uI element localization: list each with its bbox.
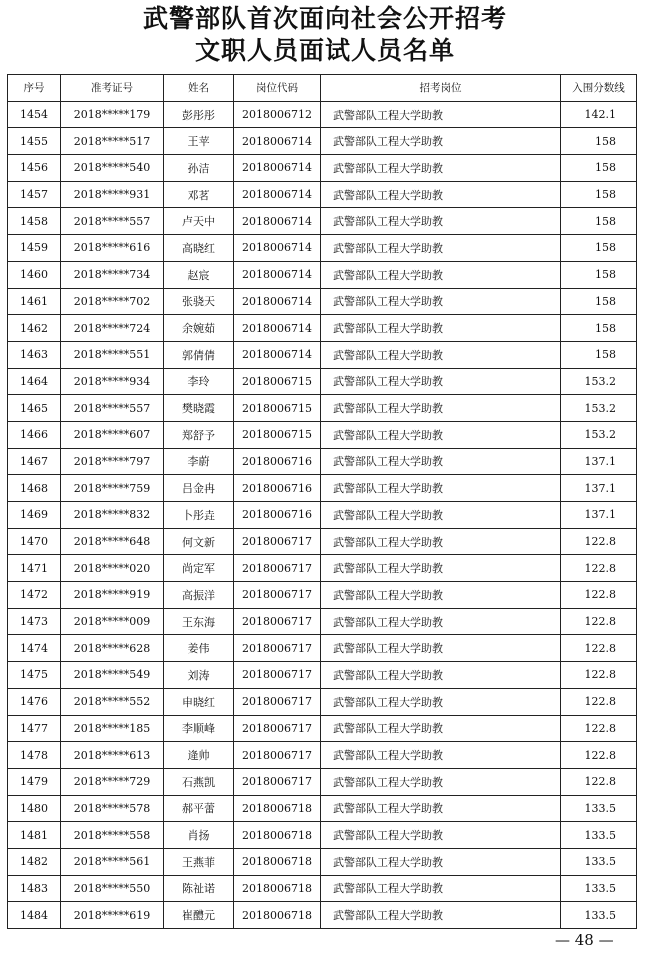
post-code-cell: 2018006718 (234, 822, 321, 849)
table-row (8, 875, 637, 902)
name-cell: 王东海 (164, 608, 234, 635)
table-body (8, 101, 637, 928)
ticket-number-cell: 2018*****702 (61, 288, 164, 315)
post-cell: 武警部队工程大学助教 (321, 848, 561, 875)
post-code-cell: 2018006716 (234, 502, 321, 529)
name-cell: 石燕凯 (164, 768, 234, 795)
table-row (8, 235, 637, 262)
serial-cell: 1471 (8, 555, 61, 582)
post-code-cell: 2018006717 (234, 742, 321, 769)
post-code-cell: 2018006717 (234, 715, 321, 742)
name-cell: 崔醴元 (164, 902, 234, 929)
header-post: 招考岗位 (321, 75, 561, 102)
post-cell: 武警部队工程大学助教 (321, 128, 561, 155)
name-cell: 逄帅 (164, 742, 234, 769)
table-row (8, 421, 637, 448)
ticket-number-cell: 2018*****628 (61, 635, 164, 662)
ticket-number-cell: 2018*****517 (61, 128, 164, 155)
post-cell: 武警部队工程大学助教 (321, 288, 561, 315)
ticket-number-cell: 2018*****551 (61, 341, 164, 368)
post-cell: 武警部队工程大学助教 (321, 475, 561, 502)
post-cell: 武警部队工程大学助教 (321, 502, 561, 529)
ticket-number-cell: 2018*****020 (61, 555, 164, 582)
post-code-cell: 2018006718 (234, 875, 321, 902)
name-cell: 姜伟 (164, 635, 234, 662)
table-row (8, 128, 637, 155)
post-code-cell: 2018006714 (234, 288, 321, 315)
table-row (8, 902, 637, 929)
ticket-number-cell: 2018*****607 (61, 421, 164, 448)
post-cell: 武警部队工程大学助教 (321, 768, 561, 795)
post-cell: 武警部队工程大学助教 (321, 795, 561, 822)
cutoff-score-cell: 133.5 (561, 795, 637, 822)
cutoff-score-cell: 122.8 (561, 608, 637, 635)
name-cell: 樊晓霞 (164, 395, 234, 422)
ticket-number-cell: 2018*****578 (61, 795, 164, 822)
serial-cell: 1467 (8, 448, 61, 475)
post-code-cell: 2018006714 (234, 208, 321, 235)
cutoff-score-cell: 137.1 (561, 475, 637, 502)
name-cell: 郝平蕾 (164, 795, 234, 822)
ticket-number-cell: 2018*****734 (61, 261, 164, 288)
serial-cell: 1478 (8, 742, 61, 769)
serial-cell: 1484 (8, 902, 61, 929)
serial-cell: 1477 (8, 715, 61, 742)
table-row (8, 448, 637, 475)
ticket-number-cell: 2018*****919 (61, 582, 164, 609)
post-code-cell: 2018006717 (234, 555, 321, 582)
serial-cell: 1482 (8, 848, 61, 875)
name-cell: 吕金冉 (164, 475, 234, 502)
post-cell: 武警部队工程大学助教 (321, 181, 561, 208)
serial-cell: 1481 (8, 822, 61, 849)
cutoff-score-cell: 158 (561, 315, 637, 342)
post-code-cell: 2018006714 (234, 128, 321, 155)
name-cell: 高晓红 (164, 235, 234, 262)
document-title-line2: 文职人员面试人员名单 (194, 36, 455, 65)
ticket-number-cell: 2018*****552 (61, 688, 164, 715)
serial-cell: 1465 (8, 395, 61, 422)
header-post-code: 岗位代码 (234, 75, 321, 102)
cutoff-score-cell: 153.2 (561, 421, 637, 448)
post-cell: 武警部队工程大学助教 (321, 341, 561, 368)
cutoff-score-cell: 133.5 (561, 875, 637, 902)
cutoff-score-cell: 122.8 (561, 635, 637, 662)
post-code-cell: 2018006717 (234, 688, 321, 715)
post-code-cell: 2018006717 (234, 582, 321, 609)
serial-cell: 1466 (8, 421, 61, 448)
serial-cell: 1463 (8, 341, 61, 368)
post-cell: 武警部队工程大学助教 (321, 368, 561, 395)
cutoff-score-cell: 137.1 (561, 448, 637, 475)
table-row (8, 822, 637, 849)
cutoff-score-cell: 133.5 (561, 848, 637, 875)
table-row (8, 582, 637, 609)
post-cell: 武警部队工程大学助教 (321, 528, 561, 555)
serial-cell: 1455 (8, 128, 61, 155)
post-code-cell: 2018006715 (234, 421, 321, 448)
post-code-cell: 2018006714 (234, 181, 321, 208)
name-cell: 李玲 (164, 368, 234, 395)
cutoff-score-cell: 122.8 (561, 688, 637, 715)
cutoff-score-cell: 133.5 (561, 902, 637, 929)
serial-cell: 1454 (8, 101, 61, 128)
ticket-number-cell: 2018*****185 (61, 715, 164, 742)
post-cell: 武警部队工程大学助教 (321, 261, 561, 288)
serial-cell: 1480 (8, 795, 61, 822)
post-cell: 武警部队工程大学助教 (321, 395, 561, 422)
name-cell: 王苹 (164, 128, 234, 155)
table-row (8, 688, 637, 715)
name-cell: 陈祉诺 (164, 875, 234, 902)
name-cell: 邓茗 (164, 181, 234, 208)
serial-cell: 1462 (8, 315, 61, 342)
ticket-number-cell: 2018*****759 (61, 475, 164, 502)
post-cell: 武警部队工程大学助教 (321, 875, 561, 902)
table-row (8, 502, 637, 529)
cutoff-score-cell: 122.8 (561, 715, 637, 742)
post-code-cell: 2018006717 (234, 768, 321, 795)
post-code-cell: 2018006718 (234, 902, 321, 929)
table-row (8, 715, 637, 742)
name-cell: 卢天中 (164, 208, 234, 235)
table-row (8, 181, 637, 208)
post-cell: 武警部队工程大学助教 (321, 822, 561, 849)
table-row (8, 395, 637, 422)
cutoff-score-cell: 158 (561, 261, 637, 288)
cutoff-score-cell: 122.8 (561, 768, 637, 795)
table-row (8, 528, 637, 555)
cutoff-score-cell: 158 (561, 155, 637, 182)
post-code-cell: 2018006717 (234, 635, 321, 662)
ticket-number-cell: 2018*****540 (61, 155, 164, 182)
serial-cell: 1457 (8, 181, 61, 208)
serial-cell: 1475 (8, 662, 61, 689)
post-code-cell: 2018006714 (234, 315, 321, 342)
serial-cell: 1459 (8, 235, 61, 262)
table-row (8, 742, 637, 769)
post-code-cell: 2018006714 (234, 261, 321, 288)
cutoff-score-cell: 158 (561, 181, 637, 208)
table-row (8, 608, 637, 635)
ticket-number-cell: 2018*****931 (61, 181, 164, 208)
table-row (8, 662, 637, 689)
post-code-cell: 2018006716 (234, 475, 321, 502)
ticket-number-cell: 2018*****613 (61, 742, 164, 769)
serial-cell: 1470 (8, 528, 61, 555)
table-header-row (8, 75, 637, 102)
header-ticket-number: 准考证号 (61, 75, 164, 102)
post-code-cell: 2018006714 (234, 341, 321, 368)
post-code-cell: 2018006717 (234, 608, 321, 635)
table-row (8, 635, 637, 662)
post-code-cell: 2018006716 (234, 448, 321, 475)
serial-cell: 1469 (8, 502, 61, 529)
name-cell: 彭彤彤 (164, 101, 234, 128)
candidate-table (7, 74, 637, 929)
ticket-number-cell: 2018*****832 (61, 502, 164, 529)
page-number: — 48 — (555, 931, 614, 949)
serial-cell: 1461 (8, 288, 61, 315)
post-cell: 武警部队工程大学助教 (321, 555, 561, 582)
ticket-number-cell: 2018*****934 (61, 368, 164, 395)
ticket-number-cell: 2018*****179 (61, 101, 164, 128)
table-row (8, 288, 637, 315)
table-row (8, 315, 637, 342)
name-cell: 赵宸 (164, 261, 234, 288)
ticket-number-cell: 2018*****724 (61, 315, 164, 342)
post-cell: 武警部队工程大学助教 (321, 608, 561, 635)
document-title-line1: 武警部队首次面向社会公开招考 (142, 4, 507, 33)
post-code-cell: 2018006718 (234, 795, 321, 822)
ticket-number-cell: 2018*****558 (61, 822, 164, 849)
post-cell: 武警部队工程大学助教 (321, 688, 561, 715)
cutoff-score-cell: 122.8 (561, 582, 637, 609)
serial-cell: 1472 (8, 582, 61, 609)
table-row (8, 341, 637, 368)
post-code-cell: 2018006714 (234, 235, 321, 262)
post-code-cell: 2018006717 (234, 662, 321, 689)
cutoff-score-cell: 137.1 (561, 502, 637, 529)
cutoff-score-cell: 158 (561, 128, 637, 155)
table-row (8, 475, 637, 502)
table-row (8, 555, 637, 582)
post-cell: 武警部队工程大学助教 (321, 315, 561, 342)
cutoff-score-cell: 133.5 (561, 822, 637, 849)
header-name: 姓名 (164, 75, 234, 102)
cutoff-score-cell: 122.8 (561, 662, 637, 689)
ticket-number-cell: 2018*****557 (61, 208, 164, 235)
cutoff-score-cell: 158 (561, 235, 637, 262)
name-cell: 卜彤垚 (164, 502, 234, 529)
cutoff-score-cell: 153.2 (561, 368, 637, 395)
serial-cell: 1460 (8, 261, 61, 288)
serial-cell: 1473 (8, 608, 61, 635)
post-code-cell: 2018006715 (234, 395, 321, 422)
serial-cell: 1476 (8, 688, 61, 715)
table-row (8, 208, 637, 235)
name-cell: 王燕菲 (164, 848, 234, 875)
ticket-number-cell: 2018*****648 (61, 528, 164, 555)
cutoff-score-cell: 158 (561, 208, 637, 235)
ticket-number-cell: 2018*****616 (61, 235, 164, 262)
name-cell: 余婉茹 (164, 315, 234, 342)
ticket-number-cell: 2018*****619 (61, 902, 164, 929)
header-cutoff-score: 入围分数线 (561, 75, 637, 102)
ticket-number-cell: 2018*****009 (61, 608, 164, 635)
post-code-cell: 2018006718 (234, 848, 321, 875)
table-row (8, 795, 637, 822)
post-cell: 武警部队工程大学助教 (321, 155, 561, 182)
ticket-number-cell: 2018*****561 (61, 848, 164, 875)
cutoff-score-cell: 122.8 (561, 742, 637, 769)
post-cell: 武警部队工程大学助教 (321, 582, 561, 609)
table-row (8, 155, 637, 182)
post-cell: 武警部队工程大学助教 (321, 235, 561, 262)
name-cell: 李顺峰 (164, 715, 234, 742)
post-cell: 武警部队工程大学助教 (321, 635, 561, 662)
serial-cell: 1474 (8, 635, 61, 662)
serial-cell: 1456 (8, 155, 61, 182)
ticket-number-cell: 2018*****549 (61, 662, 164, 689)
post-cell: 武警部队工程大学助教 (321, 448, 561, 475)
serial-cell: 1458 (8, 208, 61, 235)
cutoff-score-cell: 122.8 (561, 528, 637, 555)
name-cell: 郭倩倩 (164, 341, 234, 368)
post-cell: 武警部队工程大学助教 (321, 101, 561, 128)
cutoff-score-cell: 158 (561, 341, 637, 368)
serial-cell: 1464 (8, 368, 61, 395)
table-row (8, 768, 637, 795)
name-cell: 高振洋 (164, 582, 234, 609)
serial-cell: 1468 (8, 475, 61, 502)
cutoff-score-cell: 142.1 (561, 101, 637, 128)
post-cell: 武警部队工程大学助教 (321, 208, 561, 235)
name-cell: 肖扬 (164, 822, 234, 849)
table-row (8, 368, 637, 395)
name-cell: 孙洁 (164, 155, 234, 182)
name-cell: 张骁天 (164, 288, 234, 315)
ticket-number-cell: 2018*****729 (61, 768, 164, 795)
name-cell: 申晓红 (164, 688, 234, 715)
post-code-cell: 2018006715 (234, 368, 321, 395)
post-code-cell: 2018006712 (234, 101, 321, 128)
table-row (8, 101, 637, 128)
post-cell: 武警部队工程大学助教 (321, 662, 561, 689)
post-cell: 武警部队工程大学助教 (321, 902, 561, 929)
ticket-number-cell: 2018*****557 (61, 395, 164, 422)
name-cell: 李蔚 (164, 448, 234, 475)
header-serial: 序号 (8, 75, 61, 102)
serial-cell: 1479 (8, 768, 61, 795)
post-cell: 武警部队工程大学助教 (321, 421, 561, 448)
table-row (8, 848, 637, 875)
name-cell: 郑舒予 (164, 421, 234, 448)
cutoff-score-cell: 158 (561, 288, 637, 315)
post-code-cell: 2018006717 (234, 528, 321, 555)
cutoff-score-cell: 153.2 (561, 395, 637, 422)
post-cell: 武警部队工程大学助教 (321, 715, 561, 742)
name-cell: 刘涛 (164, 662, 234, 689)
serial-cell: 1483 (8, 875, 61, 902)
ticket-number-cell: 2018*****550 (61, 875, 164, 902)
cutoff-score-cell: 122.8 (561, 555, 637, 582)
post-cell: 武警部队工程大学助教 (321, 742, 561, 769)
post-code-cell: 2018006714 (234, 155, 321, 182)
ticket-number-cell: 2018*****797 (61, 448, 164, 475)
name-cell: 何文新 (164, 528, 234, 555)
name-cell: 尚定军 (164, 555, 234, 582)
table-row (8, 261, 637, 288)
